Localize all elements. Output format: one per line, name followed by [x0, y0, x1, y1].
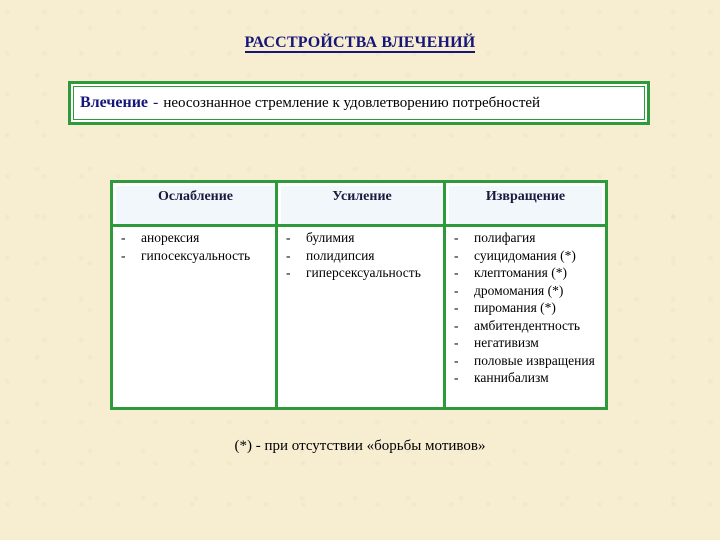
list-strengthening: [281, 227, 443, 282]
list-item: - суицидомания (*): [452, 247, 602, 265]
list-item: - дромомания (*): [452, 282, 602, 300]
list-weakening: [116, 227, 275, 264]
definition-term: Влечение: [80, 94, 149, 111]
definition-dash: -: [153, 94, 159, 111]
list-item: - гиперсексуальность: [284, 264, 443, 282]
list-item: - полидипсия: [284, 247, 443, 265]
footnote: (*) - при отсутствии «борьбы мотивов»: [234, 438, 486, 454]
list-item: - полифагия: [452, 229, 602, 247]
cell-weakening: [116, 227, 275, 404]
list-item: - клептомания (*): [452, 264, 602, 282]
definition-text: неосознанное стремление к удовлетворению потребностей: [163, 94, 541, 111]
list-item: - булимия: [284, 229, 443, 247]
list-item: - каннибализм: [452, 369, 602, 387]
list-perversion: [449, 227, 602, 387]
definition-box: [68, 81, 650, 125]
column-divider: [275, 183, 278, 407]
column-divider: [443, 183, 446, 407]
cell-perversion: [449, 227, 602, 404]
header-weakening: Ослабление: [116, 186, 275, 224]
list-item: - амбитендентность: [452, 317, 602, 335]
list-item: - негативизм: [452, 334, 602, 352]
list-item: - пиромания (*): [452, 299, 602, 317]
list-item: - половые извращения: [452, 352, 602, 370]
page-title: РАССТРОЙСТВА ВЛЕЧЕНИЙ: [244, 34, 476, 51]
list-item: - анорексия: [119, 229, 275, 247]
header-strengthening: Усиление: [281, 186, 443, 224]
disorders-table: [110, 180, 608, 410]
header-perversion: Извращение: [449, 186, 602, 224]
cell-strengthening: [281, 227, 443, 404]
list-item: - гипосексуальность: [119, 247, 275, 265]
